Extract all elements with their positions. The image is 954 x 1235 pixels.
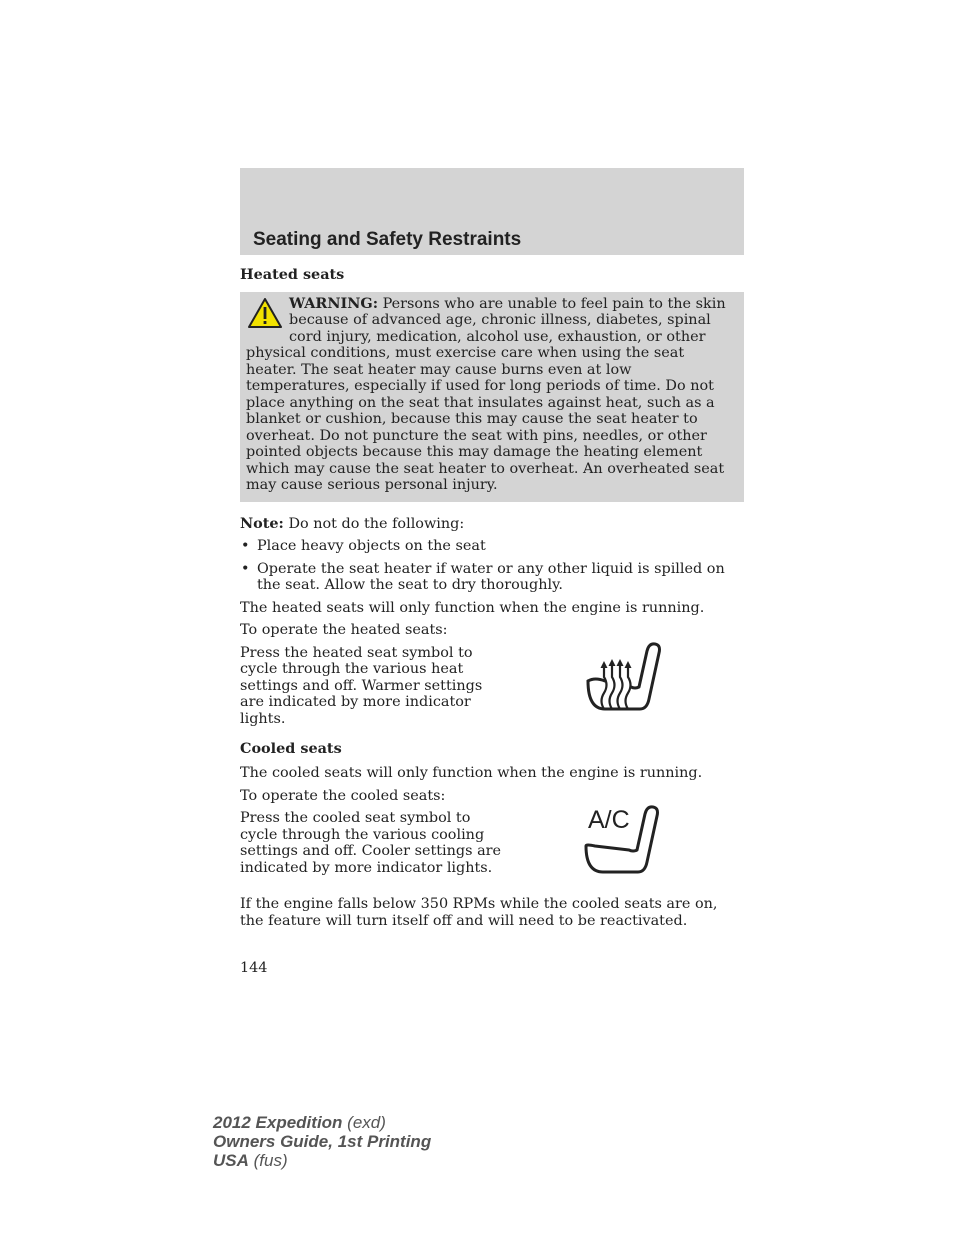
note-paragraph <box>240 516 744 533</box>
section-title: Seating and Safety Restraints <box>253 229 522 250</box>
cooled-operate-text: To operate the cooled seats: <box>240 787 446 804</box>
note-label: Note: <box>240 514 284 532</box>
rpm-text: If the engine falls below 350 RPMs while the cooled seats are on, the feature will turn itself off and will need to be reactivated. <box>240 896 718 929</box>
warning-label: WARNING: <box>289 294 379 312</box>
note-list <box>240 538 744 594</box>
cooled-instruction-row <box>240 806 744 896</box>
ac-label: A/C <box>588 806 630 834</box>
heated-operate-text: To operate the heated seats: <box>240 622 448 638</box>
note-text: Do not do the following: <box>283 515 465 532</box>
cooled-engine-text: The cooled seats will only function when the engine is running. <box>240 765 703 781</box>
cooled-seat-icon <box>583 802 665 874</box>
heated-seat-icon <box>585 641 665 713</box>
list-item: • Operate the seat heater if water or any other liquid is spilled on the seat. Allow the seat to dry thoroughly. <box>241 560 725 593</box>
list-item: • Place heavy objects on the seat <box>241 538 486 554</box>
heated-instruction-row <box>240 645 744 732</box>
page-content <box>240 267 744 935</box>
footer: 2012 Expedition (exd) Owners Guide, 1st Printing USA (fus) <box>213 1113 432 1170</box>
heated-seats-heading: Heated seats <box>240 266 345 283</box>
heated-engine-text: The heated seats will only function when the engine is running. <box>240 599 705 616</box>
warning-text: Persons who are unable to feel pain to the skin because of advanced age, chronic illness, diabetes, spinal cord injury, medication, alcohol use, exhaustion, or other physical conditions, must exercise care when using the seat heater. The seat heater may cause burns even at low temperatures, especially if used for long periods of time. Do not place anything on the seat that insulates against heat, such as a blanket or cushion, because this may cause the seat heater to overheat. Do not puncture the seat with pins, needles, or other pointed objects because this may damage the heating element which may cause the seat heater to overheat. An overheated seat may cause serious personal injury. <box>246 295 726 493</box>
warning-triangle-icon <box>246 296 284 330</box>
page-number: 144 <box>240 960 268 976</box>
cooled-instruction-text: Press the cooled seat symbol to cycle through the various cooling settings and off. Cooler settings are indicated by more indicator lights. <box>240 810 502 876</box>
cooled-seats-heading: Cooled seats <box>240 739 342 757</box>
warning-box <box>240 292 744 502</box>
heated-instruction-text: Press the heated seat symbol to cycle through the various heat settings and off. Warmer settings are indicated by more indicator lights. <box>240 644 483 727</box>
section-header-band <box>240 168 744 255</box>
